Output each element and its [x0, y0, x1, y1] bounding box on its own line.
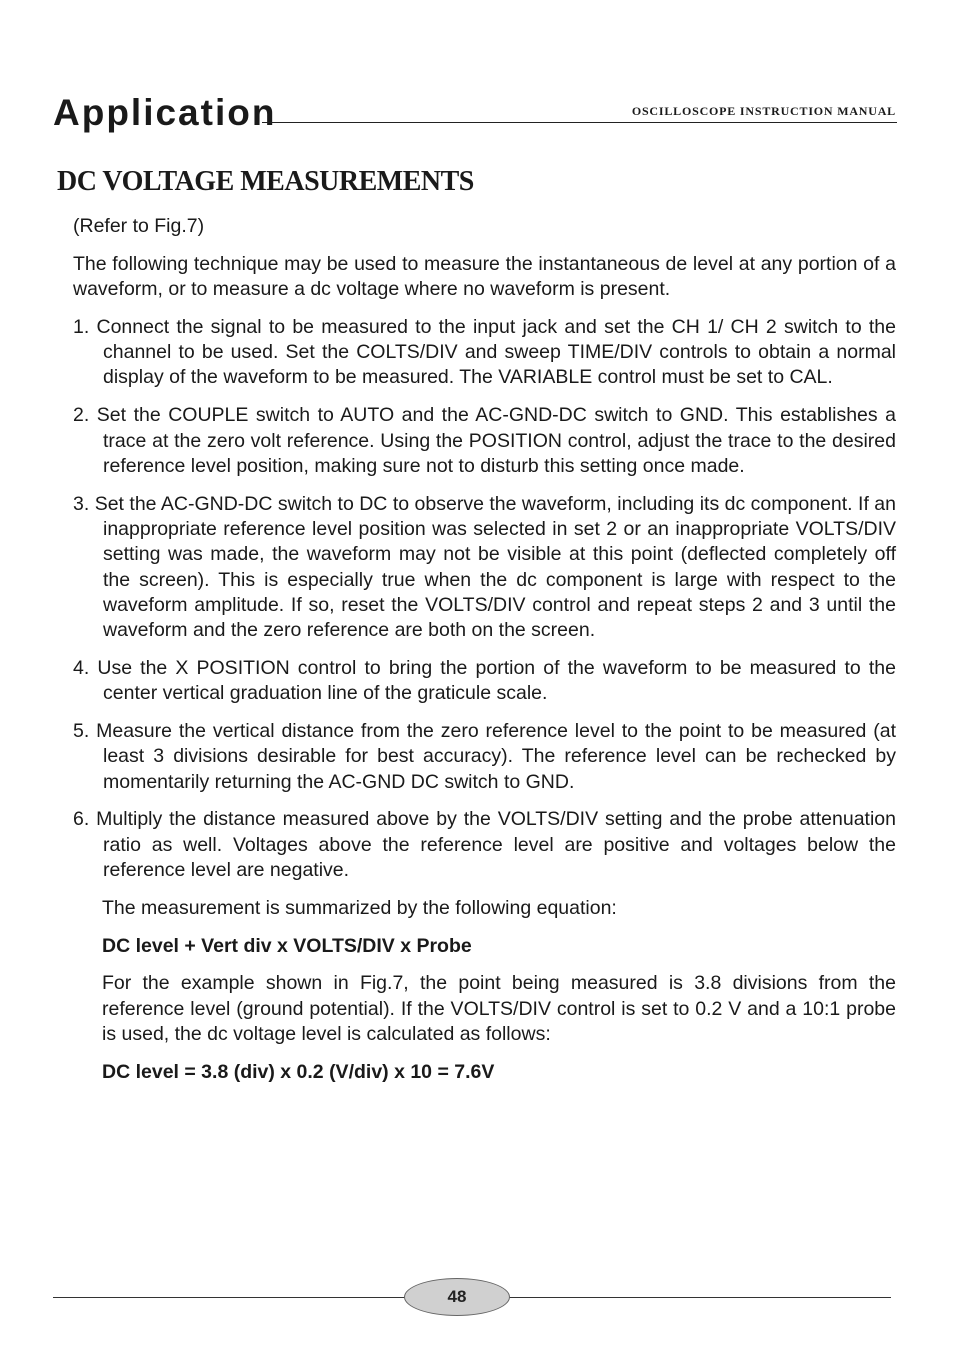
example-paragraph: For the example shown in Fig.7, the point being measured is 3.8 divisions from the reference level (ground potential). If the VOLTS/DIV control is set to 0.2 V and a 10:1 probe is used, the dc voltage level is calculated as follows: — [102, 972, 896, 1046]
step-5: 5. Measure the vertical distance from the zero reference level to the point to be measured (at least 3 divisions desirable for best accuracy). The reference level can be rechecked by momentarily returning the AC-GND DC switch to GND. — [73, 720, 896, 793]
step-6: 6. Multiply the distance measured above by the VOLTS/DIV setting and the probe attenuation ratio as well. Voltages above the reference level are positive and voltages below the reference level are negative. — [73, 808, 896, 882]
section-body — [73, 214, 896, 1098]
page-header-title: Application — [53, 92, 277, 133]
header-divider — [262, 122, 897, 123]
step-3: 3. Set the AC-GND-DC switch to DC to observe the waveform, including its dc component. If an inappropriate reference level position was selected in set 2 or an inappropriate VOLTS/DIV setting was made, the waveform may not be visible at this point (deflected completely off the screen). This is especially true when the dc component is large with respect to the waveform amplitude. If so, reset the VOLTS/DIV control and repeat steps 2 and 3 until the waveform and the zero reference are both on the screen. — [73, 492, 896, 642]
section-heading: DC VOLTAGE MEASUREMENTS — [57, 166, 474, 197]
step-1: 1. Connect the signal to be measured to the input jack and set the CH 1/ CH 2 switch to the channel to be used. Set the COLTS/DIV and sweep TIME/DIV controls to obtain a normal display of the waveform to be measured. The VARIABLE control must be set to CAL. — [73, 315, 896, 389]
step-2: 2. Set the COUPLE switch to AUTO and the AC-GND-DC switch to GND. This establishes a trace at the zero volt reference. Using the POSITION control, adjust the trace to the desired reference level position, making sure not to disturb this setting once made. — [73, 404, 896, 477]
manual-name: OSCILLOSCOPE INSTRUCTION MANUAL — [631, 104, 896, 118]
result-equation: DC level = 3.8 (div) x 0.2 (V/div) x 10 = 7.6V — [102, 1060, 495, 1083]
summary-text: The measurement is summarized by the following equation: — [102, 896, 617, 919]
step-4: 4. Use the X POSITION control to bring the portion of the waveform to be measured to the center vertical graduation line of the graticule scale. — [73, 656, 896, 705]
figure-reference: (Refer to Fig.7) — [73, 215, 205, 237]
intro-paragraph: The following technique may be used to measure the instantaneous de level at any portion of a waveform, or to measure a dc voltage where no waveform is present. — [73, 252, 896, 301]
equation: DC level + Vert div x VOLTS/DIV x Probe — [102, 934, 472, 957]
page-number: 48 — [404, 1278, 510, 1316]
